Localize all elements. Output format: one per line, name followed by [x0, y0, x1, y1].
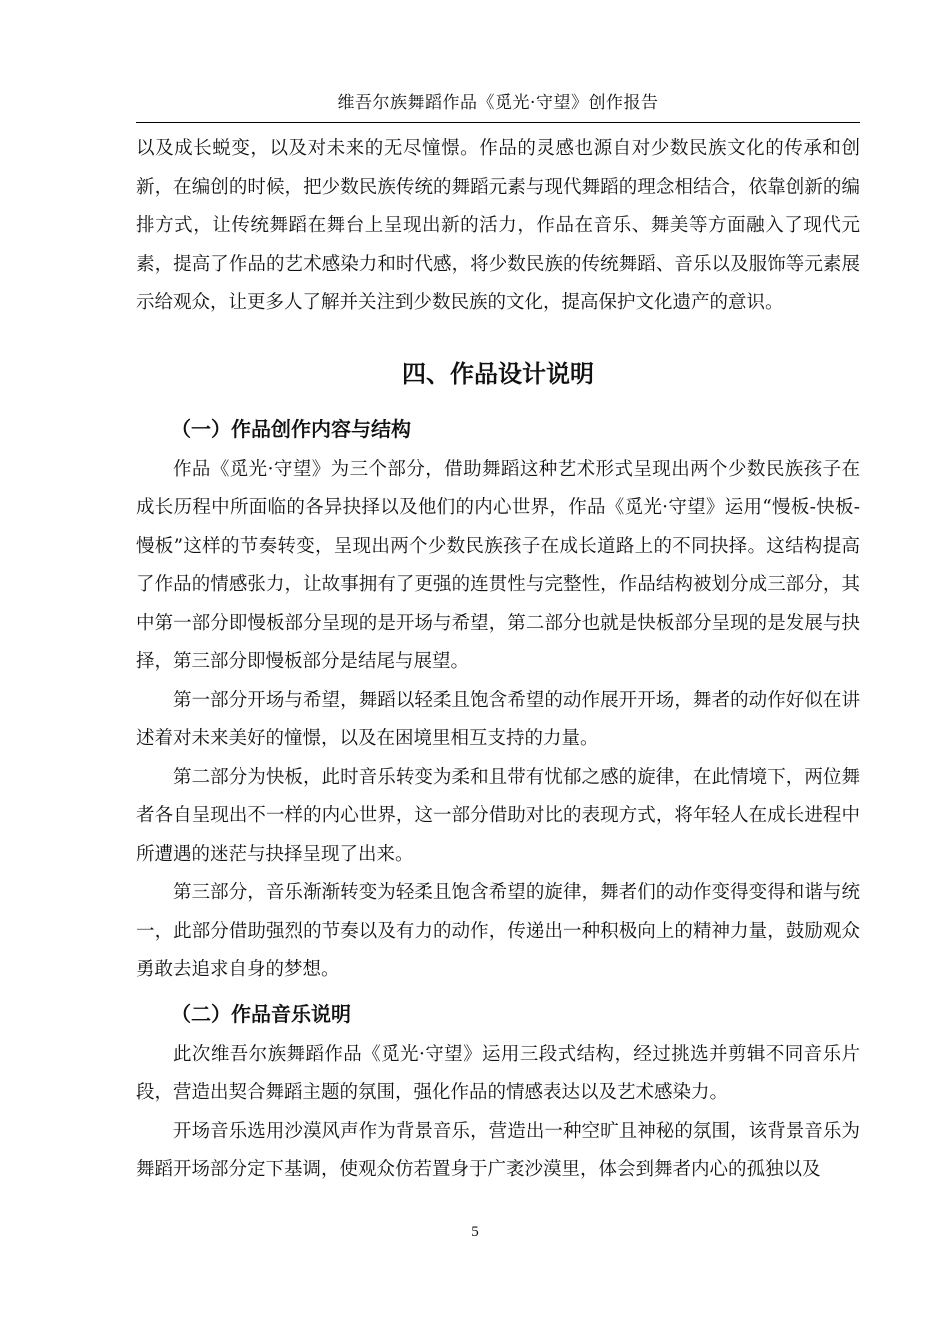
page-number: 5: [471, 1224, 479, 1240]
paragraph-music-overview: 此次维吾尔族舞蹈作品《觅光·守望》运用三段式结构，经过挑选并剪辑不同音乐片段，营造出契合舞蹈主题的氛围，强化作品的情感表达以及艺术感染力。: [136, 1043, 860, 1103]
intro-paragraph: 以及成长蜕变，以及对未来的无尽憧憬。作品的灵感也源自对少数民族文化的传承和创新，在编创的时候，把少数民族传统的舞蹈元素与现代舞蹈的理念相结合，依靠创新的编排方式，让传统舞蹈在舞台上呈现出新的活力，作品在音乐、舞美等方面融入了现代元素，提高了作品的艺术感染力和时代感，将少数民族的传统舞蹈、音乐以及服饰等元素展示给观众，让更多人了解并关注到少数民族的文化，提高保护文化遗产的意识。: [136, 138, 860, 313]
section-heading-design-notes: 四、作品设计说明: [402, 359, 594, 388]
paragraph-opening-music: 开场音乐选用沙漠风声作为背景音乐，营造出一种空旷且神秘的氛围，该背景音乐为舞蹈开场部分定下基调，使观众仿若置身于广袤沙漠里，体会到舞者内心的孤独以及: [136, 1120, 860, 1180]
running-header-title: 维吾尔族舞蹈作品《觅光·守望》创作报告: [337, 93, 659, 113]
paragraph-part-one: 第一部分开场与希望，舞蹈以轻柔且饱含希望的动作展开开场，舞者的动作好似在讲述着对未来美好的憧憬，以及在困境里相互支持的力量。: [136, 689, 860, 749]
paragraph-structure-overview: 作品《觅光·守望》为三个部分，借助舞蹈这种艺术形式呈现出两个少数民族孩子在成长历程中所面临的各异抉择以及他们的内心世界，作品《觅光·守望》运用“慢板-快板-慢板”这样的节奏转变，呈现出两个少数民族孩子在成长道路上的不同抉择。这结构提高了作品的情感张力，让故事拥有了更强的连贯性与完整性，作品结构被划分成三部分，其中第一部分即慢板部分呈现的是开场与希望，第二部分也就是快板部分呈现的是发展与抉择，第三部分即慢板部分是结尾与展望。: [136, 458, 860, 672]
running-header: [136, 88, 860, 123]
subsection-heading-content-structure: （一）作品创作内容与结构: [171, 416, 411, 441]
paragraph-part-three: 第三部分，音乐渐渐转变为轻柔且饱含希望的旋律，舞者们的动作变得变得和谐与统一，此部分借助强烈的节奏以及有力的动作，传递出一种积极向上的精神力量，鼓励观众勇敢去追求自身的梦想。: [136, 882, 860, 980]
paragraph-part-two: 第二部分为快板，此时音乐转变为柔和且带有忧郁之感的旋律，在此情境下，两位舞者各自呈现出不一样的内心世界，这一部分借助对比的表现方式，将年轻人在成长进程中所遭遇的迷茫与抉择呈现了出来。: [136, 766, 860, 865]
page-body: [136, 130, 860, 1190]
subsection-heading-music: （二）作品音乐说明: [171, 1001, 351, 1026]
